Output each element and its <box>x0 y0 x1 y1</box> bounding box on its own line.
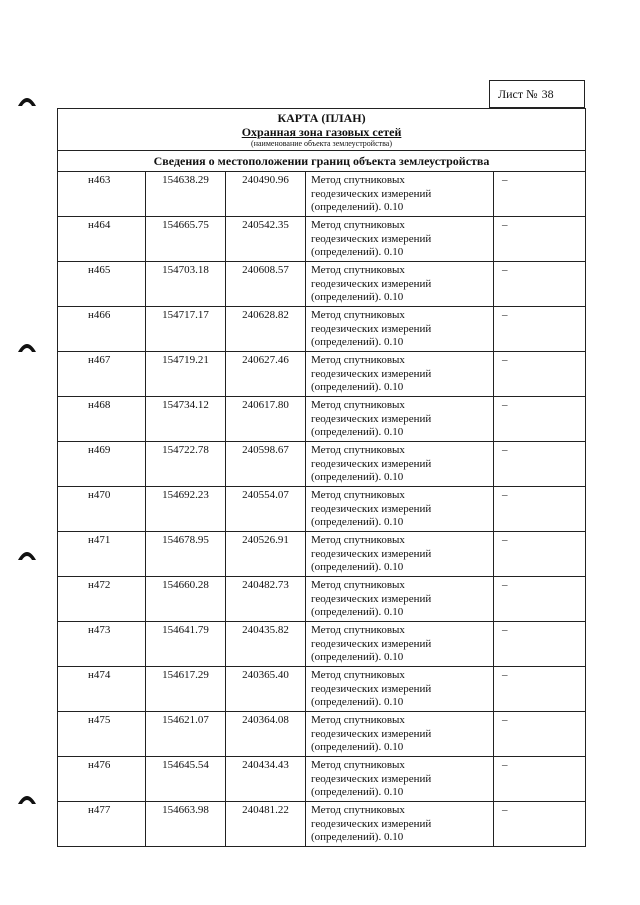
table-row <box>58 307 586 352</box>
method-accuracy <box>306 757 494 802</box>
binder-punch-mark <box>17 791 37 805</box>
coord-y: 240554.07 <box>226 487 306 532</box>
method-accuracy <box>306 577 494 622</box>
coord-y: 240627.46 <box>226 352 306 397</box>
coord-x: 154719.21 <box>146 352 226 397</box>
coord-y: 240434.43 <box>226 757 306 802</box>
method-line: Метод спутниковых <box>311 309 405 321</box>
table-row <box>58 172 586 217</box>
table-row <box>58 667 586 712</box>
binder-punch-mark <box>17 547 37 561</box>
table-row <box>58 802 586 847</box>
method-line: Метод спутниковых <box>311 714 405 726</box>
coord-y: 240526.91 <box>226 532 306 577</box>
coord-x: 154665.75 <box>146 217 226 262</box>
table-row <box>58 487 586 532</box>
method-line: (определений). 0.10 <box>311 336 404 348</box>
point-description: – <box>494 217 586 262</box>
point-name: н476 <box>58 757 146 802</box>
coord-x: 154617.29 <box>146 667 226 712</box>
map-header <box>58 109 586 151</box>
sheet-number-box <box>489 80 585 108</box>
point-name: н465 <box>58 262 146 307</box>
method-line: (определений). 0.10 <box>311 426 404 438</box>
method-line: Метод спутниковых <box>311 759 405 771</box>
coord-x: 154717.17 <box>146 307 226 352</box>
point-name: н466 <box>58 307 146 352</box>
method-line: геодезических измерений <box>311 277 432 290</box>
point-description: – <box>494 802 586 847</box>
method-line: Метод спутниковых <box>311 534 405 546</box>
coord-y: 240608.57 <box>226 262 306 307</box>
method-line: Метод спутниковых <box>311 264 405 276</box>
point-description: – <box>494 307 586 352</box>
method-accuracy <box>306 487 494 532</box>
table-row <box>58 577 586 622</box>
point-description: – <box>494 577 586 622</box>
point-description: – <box>494 397 586 442</box>
coord-x: 154722.78 <box>146 442 226 487</box>
point-name: н474 <box>58 667 146 712</box>
coord-y: 240365.40 <box>226 667 306 712</box>
point-description: – <box>494 532 586 577</box>
point-name: н470 <box>58 487 146 532</box>
method-line: Метод спутниковых <box>311 579 405 591</box>
point-description: – <box>494 667 586 712</box>
table-row <box>58 712 586 757</box>
method-line: геодезических измерений <box>311 457 432 470</box>
point-name: н464 <box>58 217 146 262</box>
table-row <box>58 352 586 397</box>
method-line: Метод спутниковых <box>311 399 405 411</box>
method-line: (определений). 0.10 <box>311 516 404 528</box>
coord-x: 154638.29 <box>146 172 226 217</box>
method-line: Метод спутниковых <box>311 804 405 816</box>
coord-y: 240364.08 <box>226 712 306 757</box>
point-name: н472 <box>58 577 146 622</box>
coord-y: 240628.82 <box>226 307 306 352</box>
table-row <box>58 262 586 307</box>
method-line: (определений). 0.10 <box>311 471 404 483</box>
coord-x: 154660.28 <box>146 577 226 622</box>
coord-x: 154641.79 <box>146 622 226 667</box>
method-line: (определений). 0.10 <box>311 201 404 213</box>
point-description: – <box>494 622 586 667</box>
coordinates-table <box>57 108 586 847</box>
method-line: Метод спутниковых <box>311 174 405 186</box>
method-line: геодезических измерений <box>311 772 432 785</box>
table-row <box>58 397 586 442</box>
point-description: – <box>494 442 586 487</box>
method-line: (определений). 0.10 <box>311 381 404 393</box>
method-line: геодезических измерений <box>311 322 432 335</box>
object-caption: (наименование объекта землеустройства) <box>251 139 393 148</box>
method-line: (определений). 0.10 <box>311 561 404 573</box>
method-accuracy <box>306 172 494 217</box>
method-accuracy <box>306 622 494 667</box>
method-line: (определений). 0.10 <box>311 291 404 303</box>
table-row <box>58 622 586 667</box>
method-line: геодезических измерений <box>311 817 432 830</box>
object-name: Охранная зона газовых сетей <box>241 125 402 139</box>
point-name: н471 <box>58 532 146 577</box>
coord-x: 154645.54 <box>146 757 226 802</box>
point-name: н468 <box>58 397 146 442</box>
coord-y: 240490.96 <box>226 172 306 217</box>
method-line: Метод спутниковых <box>311 489 405 501</box>
method-accuracy <box>306 352 494 397</box>
point-name: н467 <box>58 352 146 397</box>
method-accuracy <box>306 532 494 577</box>
method-line: Метод спутниковых <box>311 219 405 231</box>
method-line: (определений). 0.10 <box>311 651 404 663</box>
coord-x: 154678.95 <box>146 532 226 577</box>
method-line: Метод спутниковых <box>311 669 405 681</box>
table-row <box>58 532 586 577</box>
method-accuracy <box>306 802 494 847</box>
method-line: геодезических измерений <box>311 682 432 695</box>
coord-x: 154734.12 <box>146 397 226 442</box>
method-line: Метод спутниковых <box>311 354 405 366</box>
coord-y: 240542.35 <box>226 217 306 262</box>
coord-y: 240435.82 <box>226 622 306 667</box>
method-line: геодезических измерений <box>311 592 432 605</box>
binder-punch-mark <box>17 93 37 107</box>
coord-y: 240482.73 <box>226 577 306 622</box>
point-description: – <box>494 172 586 217</box>
method-line: (определений). 0.10 <box>311 741 404 753</box>
method-accuracy <box>306 397 494 442</box>
table-row <box>58 442 586 487</box>
section-title: Сведения о местоположении границ объекта землеустройства <box>58 151 586 172</box>
method-line: геодезических измерений <box>311 367 432 380</box>
coord-x: 154621.07 <box>146 712 226 757</box>
point-description: – <box>494 487 586 532</box>
table-row <box>58 757 586 802</box>
method-line: геодезических измерений <box>311 547 432 560</box>
method-accuracy <box>306 262 494 307</box>
method-line: геодезических измерений <box>311 637 432 650</box>
method-line: геодезических измерений <box>311 412 432 425</box>
point-name: н475 <box>58 712 146 757</box>
method-accuracy <box>306 667 494 712</box>
method-accuracy <box>306 712 494 757</box>
method-accuracy <box>306 217 494 262</box>
method-line: (определений). 0.10 <box>311 606 404 618</box>
sheet-label: Лист № <box>498 86 538 101</box>
method-accuracy <box>306 442 494 487</box>
coord-x: 154703.18 <box>146 262 226 307</box>
point-name: н473 <box>58 622 146 667</box>
method-line: геодезических измерений <box>311 502 432 515</box>
method-line: (определений). 0.10 <box>311 831 404 843</box>
point-name: н477 <box>58 802 146 847</box>
method-line: геодезических измерений <box>311 232 432 245</box>
table-row <box>58 217 586 262</box>
point-description: – <box>494 262 586 307</box>
method-line: (определений). 0.10 <box>311 246 404 258</box>
method-line: (определений). 0.10 <box>311 786 404 798</box>
sheet-number: 38 <box>541 86 554 101</box>
point-description: – <box>494 712 586 757</box>
map-title: КАРТА (ПЛАН) <box>277 111 366 125</box>
coord-x: 154663.98 <box>146 802 226 847</box>
method-line: геодезических измерений <box>311 727 432 740</box>
coord-y: 240598.67 <box>226 442 306 487</box>
method-line: геодезических измерений <box>311 187 432 200</box>
coord-y: 240617.80 <box>226 397 306 442</box>
point-description: – <box>494 757 586 802</box>
method-line: Метод спутниковых <box>311 624 405 636</box>
coord-y: 240481.22 <box>226 802 306 847</box>
binder-punch-mark <box>17 339 37 353</box>
point-name: н463 <box>58 172 146 217</box>
method-accuracy <box>306 307 494 352</box>
point-name: н469 <box>58 442 146 487</box>
coord-x: 154692.23 <box>146 487 226 532</box>
method-line: (определений). 0.10 <box>311 696 404 708</box>
point-description: – <box>494 352 586 397</box>
method-line: Метод спутниковых <box>311 444 405 456</box>
